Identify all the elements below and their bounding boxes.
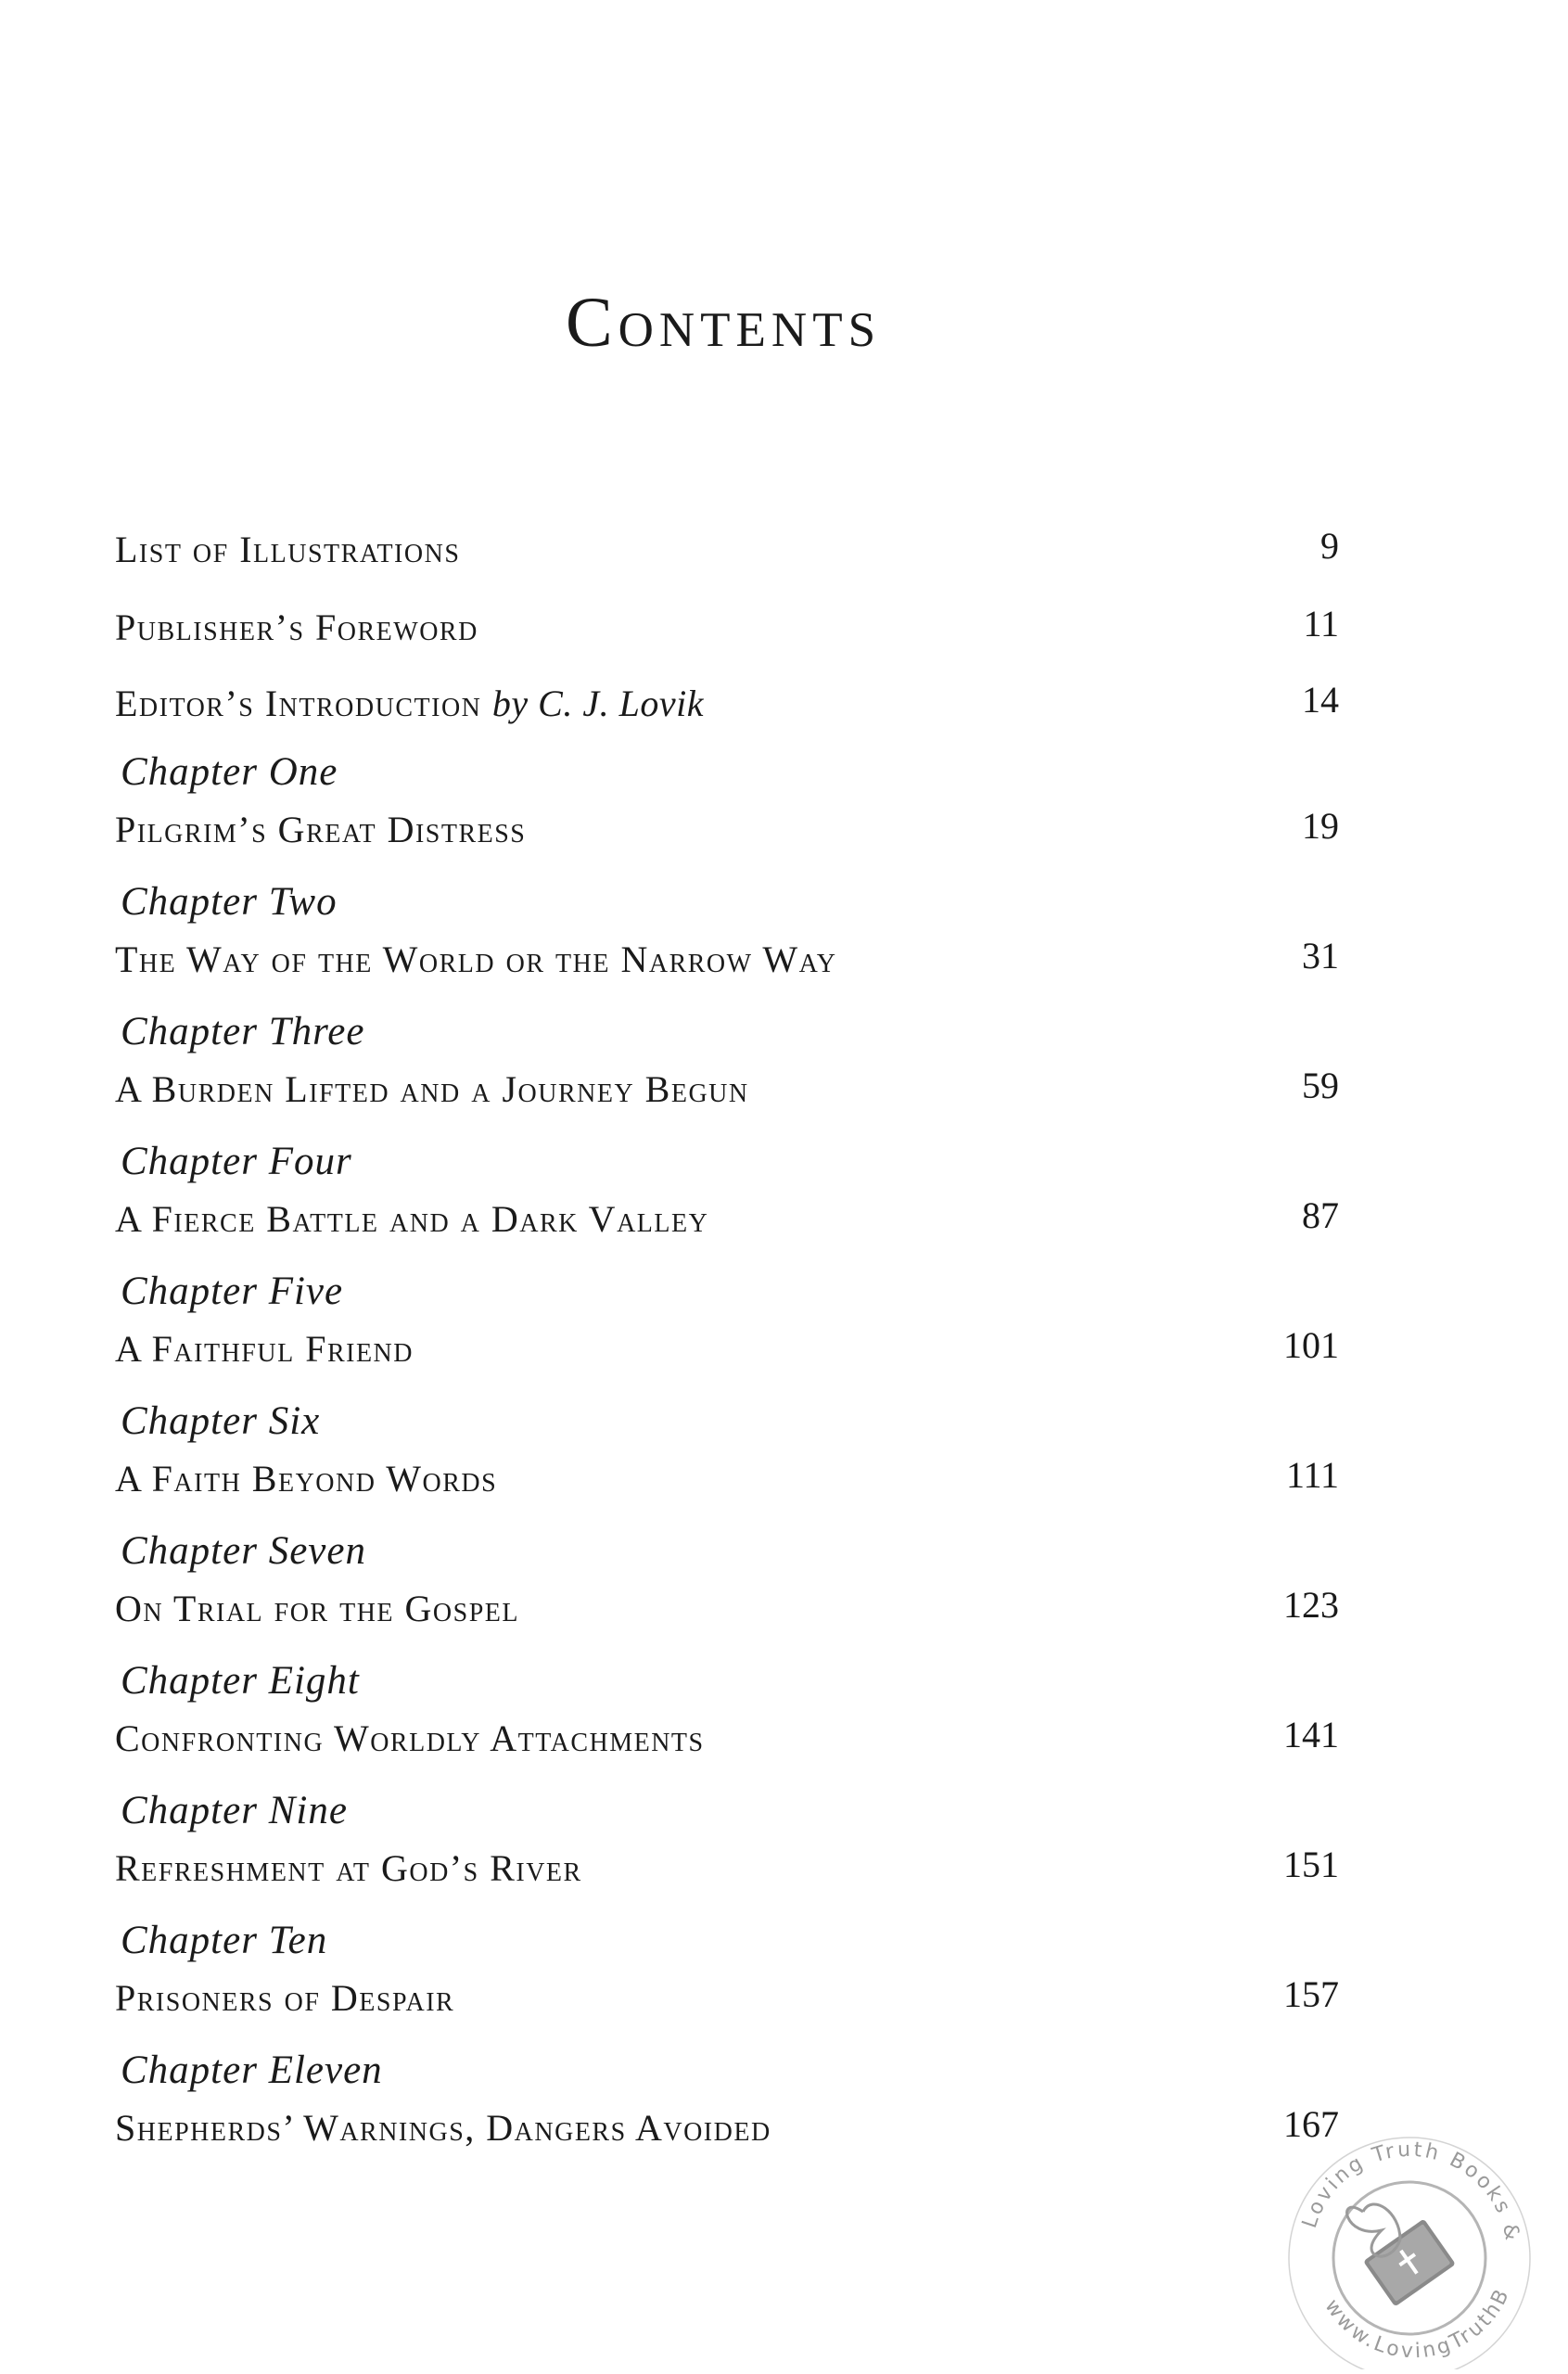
chapter-label: Chapter Eleven — [121, 2049, 383, 2092]
toc-entry-title: Confronting Worldly Attachments — [115, 1717, 705, 1759]
toc-page-number: 9 — [1320, 525, 1339, 567]
toc-page-number: 14 — [1302, 679, 1339, 721]
toc-entry-foreword[interactable] — [115, 594, 1339, 649]
chapter-label: Chapter Three — [121, 1010, 365, 1053]
toc-entry-chapter-5[interactable] — [115, 1269, 1339, 1371]
toc-page-number: 151 — [1283, 1844, 1339, 1885]
toc-page-number: 157 — [1283, 1973, 1339, 2015]
toc-page-number: 87 — [1302, 1194, 1339, 1236]
toc-entry-chapter-3[interactable] — [115, 1009, 1339, 1111]
toc-entry-chapter-10[interactable] — [115, 1918, 1339, 2020]
toc-entry-title: Prisoners of Despair — [115, 1977, 455, 2019]
toc-entry-chapter-2[interactable] — [115, 879, 1339, 981]
toc-entry-title: The Way of the World or the Narrow Way — [115, 938, 837, 980]
toc-entry-chapter-4[interactable] — [115, 1139, 1339, 1241]
toc-entry-introduction[interactable] — [115, 670, 1339, 725]
toc-entry-title: A Burden Lifted and a Journey Begun — [115, 1068, 749, 1110]
chapter-label: Chapter Four — [121, 1140, 352, 1183]
toc-page-number: 101 — [1283, 1324, 1339, 1366]
toc-page-number: 31 — [1302, 935, 1339, 976]
toc-entry-chapter-9[interactable] — [115, 1788, 1339, 1890]
toc-entry-title: List of Illustrations — [115, 529, 461, 570]
toc-entry-title: On Trial for the Gospel — [115, 1588, 519, 1629]
chapter-label: Chapter Ten — [121, 1919, 328, 1962]
toc-entry-illustrations[interactable] — [115, 516, 1339, 571]
toc-entry-chapter-8[interactable] — [115, 1658, 1339, 1760]
chapter-label: Chapter Two — [121, 880, 338, 924]
toc-entry-title: A Faith Beyond Words — [115, 1458, 498, 1500]
chapter-label: Chapter Eight — [121, 1659, 360, 1703]
toc-page-number: 19 — [1302, 805, 1339, 847]
toc-entry-title: Refreshment at God’s River — [115, 1847, 582, 1889]
toc-entry-chapter-6[interactable] — [115, 1398, 1339, 1500]
toc-entry-title: A Faithful Friend — [115, 1328, 414, 1370]
chapter-label: Chapter One — [121, 750, 338, 794]
toc-page-number: 11 — [1303, 603, 1339, 645]
toc-entry-title: Shepherds’ Warnings, Dangers Avoided — [115, 2107, 771, 2149]
chapter-label: Chapter Nine — [121, 1789, 348, 1832]
watermark-url: www.LovingTruthB — [1319, 2283, 1515, 2364]
toc-page-number: 167 — [1283, 2103, 1339, 2145]
toc-entry-title: Publisher’s Foreword — [115, 606, 478, 648]
chapter-label: Chapter Six — [121, 1399, 321, 1443]
chapter-label: Chapter Seven — [121, 1529, 366, 1573]
watermark-text: Loving Truth Books & — [1298, 2138, 1524, 2245]
toc-page-number: 59 — [1302, 1065, 1339, 1106]
toc-entry-byline: by C. J. Lovik — [491, 683, 704, 724]
toc-page-number: 141 — [1283, 1714, 1339, 1755]
toc-entry-title: Pilgrim’s Great Distress — [115, 809, 527, 850]
watermark-seal-icon — [1261, 2091, 1558, 2369]
page-title: Contents — [565, 284, 882, 362]
toc-entry-chapter-11[interactable] — [115, 2048, 1339, 2150]
toc-entry-chapter-1[interactable] — [115, 749, 1339, 851]
toc-page-number: 111 — [1285, 1454, 1339, 1496]
toc-page-number: 123 — [1283, 1584, 1339, 1626]
toc-entry-title: A Fierce Battle and a Dark Valley — [115, 1198, 709, 1240]
toc-entry-title: Editor’s Introduction by C. J. Lovik — [115, 683, 704, 724]
toc-entry-chapter-7[interactable] — [115, 1528, 1339, 1630]
chapter-label: Chapter Five — [121, 1270, 344, 1313]
watermark-stamp — [1261, 2091, 1558, 2369]
